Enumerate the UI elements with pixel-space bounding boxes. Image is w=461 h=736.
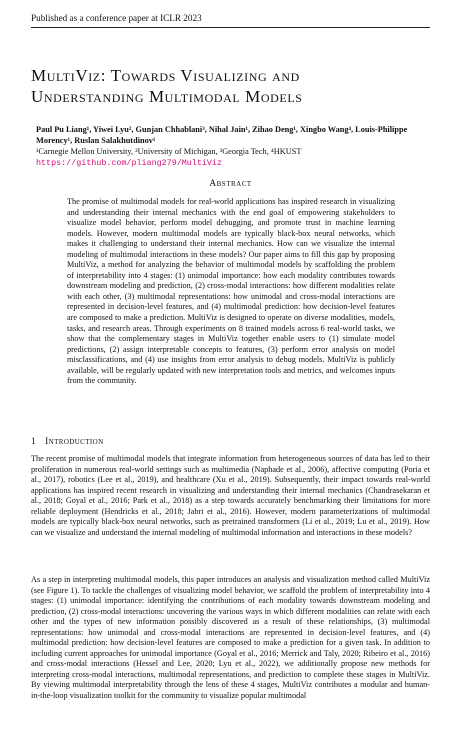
- abstract-body: [67, 197, 395, 387]
- intro-paragraph-1: [31, 454, 430, 538]
- section-number: 1: [31, 437, 37, 447]
- intro-paragraph-1-text: The recent promise of multimodal models that integrate information from heterogeneous sources of data has led to their proliferation in numerous real-world settings such as multimedia (Naphade et al., 2006), affective computing (Poria et al., 2017), robotics (Lee et al., 2019), and healthcare (Xu et al., 2019). Subsequently, their impact towards real-world applications has inspired recent research in visualizing and understanding their internal mechanics (Chandrasekaran et al., 2018; Goyal et al., 2016; Park et al., 2018) as a step towards accurately benchmarking their limitations for more reliable deployment (Hendricks et al., 2018; Jabri et al., 2016). However, modern parameterizations of multimodal models are typically black-box neural networks, such as pretrained transformers (Li et al., 2019; Lu et al., 2019). How can we visualize and understand the internal modeling of multimodal information and interactions in these models?: [31, 454, 430, 537]
- abstract-text: The promise of multimodal models for real-world applications has inspired research in visualizing and understanding their internal mechanics with the end goal of empowering stakeholders to visualize model behavior, perform model debugging, and promote trust in machine learning models. However, modern multimodal models are typically black-box neural networks, which makes it challenging to understand their internal mechanics. How can we visualize the internal modeling of multimodal interactions in these models? Our paper aims to fill this gap by proposing MultiViz, a method for analyzing the behavior of multimodal models by scaffolding the problem of interpretability into 4 stages: (1) unimodal importance: how each modality contributes towards downstream modeling and prediction, (2) cross-modal interactions: how different modalities relate with each other, (3) multimodal representations: how unimodal and cross-modal interactions are represented in decision-level features, and (4) multimodal prediction: how decision-level features are composed to make a prediction. MultiViz is designed to operate on diverse modalities, models, tasks, and research areas. Through experiments on 8 trained models across 6 real-world tasks, we show that the complementary stages in MultiViz together enable users to (1) simulate model predictions, (2) assign interpretable concepts to features, (3) perform error analysis on model misclassifications, and (4) use insights from error analysis to debug models. MultiViz is publicly available, will be regularly updated with new interpretation tools and metrics, and welcomes inputs from the community.: [67, 197, 395, 386]
- title-line-2: Understanding Multimodal Models: [31, 87, 303, 106]
- section-heading-introduction: [31, 437, 104, 447]
- paper-title: [31, 65, 431, 107]
- intro-paragraph-2: [31, 575, 430, 701]
- abstract-heading: Abstract: [209, 179, 252, 189]
- intro-paragraph-2-text: As a step in interpreting multimodal models, this paper introduces an analysis and visualization method called MultiViz (see Figure 1). To tackle the challenges of visualizing model behavior, we scaffold the problem of interpretability into 4 stages: (1) unimodal importance: identifying the contributions of each modality towards downstream modeling and prediction, (2) cross-modal interactions: uncovering the various ways in which different modalities can relate with each other and the types of new information possibly discovered as a result of these relationships, (3) multimodal representations: how unimodal and cross-modal interactions are represented in decision-level features, and (4) multimodal prediction: how decision-level features are composed to make a prediction for a given task. In addition to including current approaches for unimodal importance (Goyal et al., 2016; Merrick and Taly, 2020; Ribeiro et al., 2016) and cross-modal interactions (Hessel and Lee, 2020; Lyu et al., 2022), we additionally propose new methods for interpreting cross-modal interactions, multimodal representations, and prediction to complete these stages in MultiViz. By viewing multimodal interpretability through the lens of these 4 stages, MultiViz contributes a modular and human-in-the-loop visualization toolkit for the community to visualize popular multimodal: [31, 575, 430, 700]
- author-block: [36, 124, 431, 169]
- author-affiliations: ¹Carnegie Mellon University, ²University of Michigan, ³Georgia Tech, ⁴HKUST: [36, 147, 302, 157]
- author-names: Paul Pu Liang¹, Yiwei Lyu², Gunjan Chhablani³, Nihal Jain¹, Zihao Deng¹, Xingbo Wang⁴, Louis-Philippe Morency¹, Ruslan Salakhutdinov¹: [36, 125, 408, 146]
- running-header: Published as a conference paper at ICLR 2023: [31, 13, 202, 23]
- section-title: Introduction: [45, 437, 104, 447]
- header-rule: [31, 27, 430, 28]
- title-line-1: MultiViz: Towards Visualizing and: [31, 66, 300, 85]
- code-link[interactable]: https://github.com/pliang279/MultiViz: [36, 157, 222, 168]
